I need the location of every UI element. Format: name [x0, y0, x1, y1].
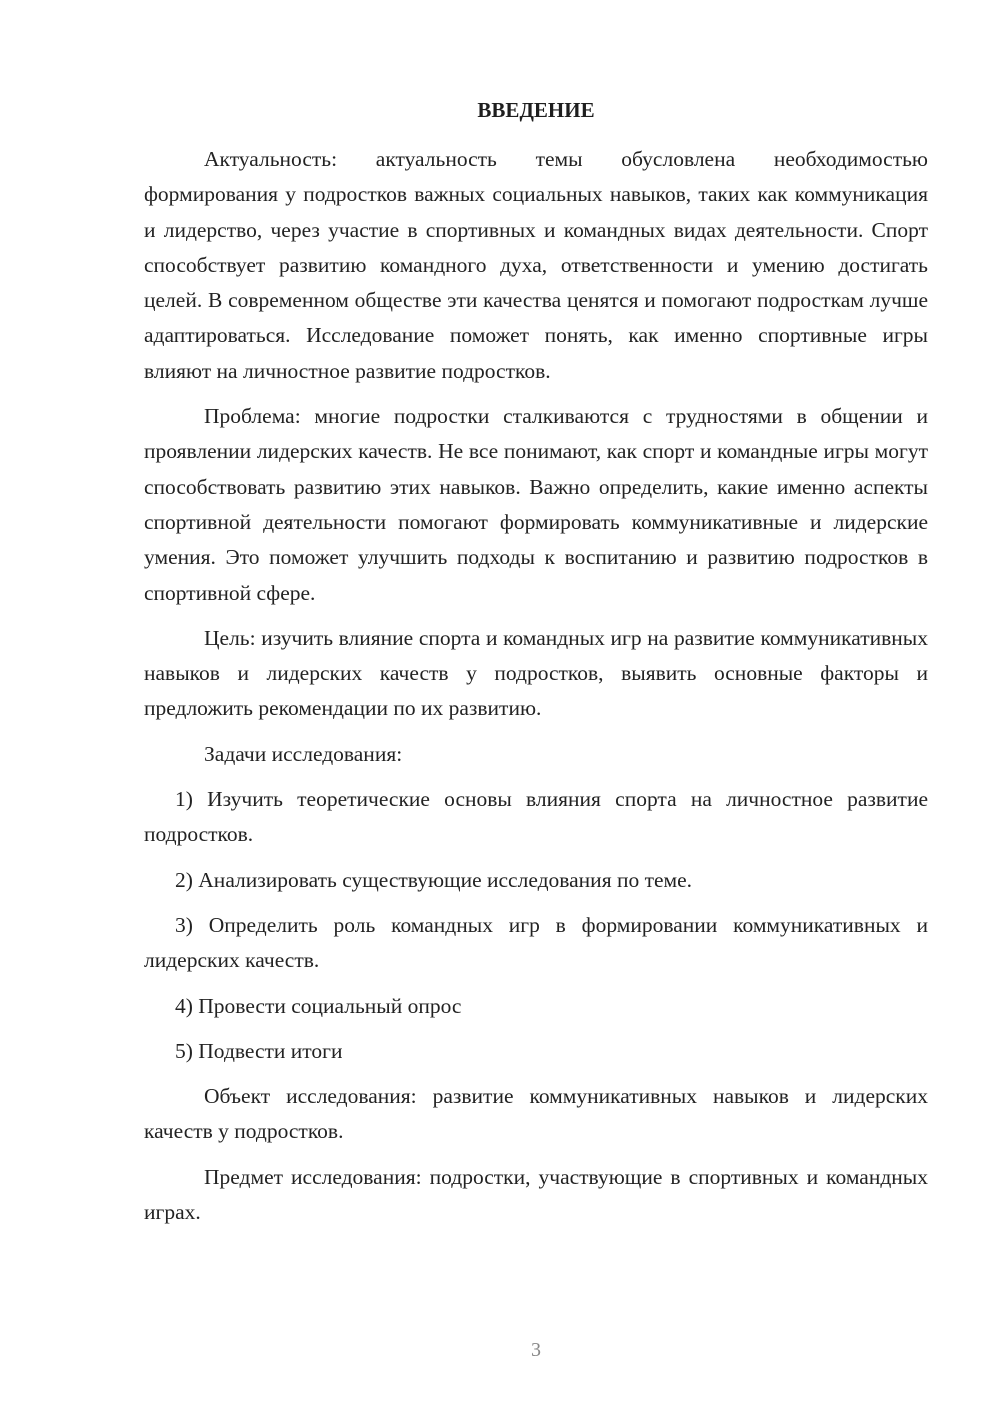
- paragraph-subject: Предмет исследования: подростки, участвующие в спортивных и командных играх.: [144, 1164, 928, 1225]
- document-body: [144, 142, 928, 1230]
- paragraph-goal: Цель: изучить влияние спорта и командных игр на развитие коммуникативных навыков и лидерских качеств у подростков, выявить основные факторы и предложить рекомендации по их развитию.: [144, 625, 928, 721]
- paragraph-object: Объект исследования: развитие коммуникативных навыков и лидерских качеств у подростков.: [144, 1084, 928, 1144]
- task-item-3: 3) Определить роль командных игр в формировании коммуникативных и лидерских качеств.: [144, 912, 928, 973]
- paragraph-relevance: Актуальность: актуальность темы обусловлена необходимостью формирования у подростков важных социальных навыков, таких как коммуникация и лидерство, через участие в спортивных и командных видах деятельности. Спорт способствует развитию командного духа, ответственности и умению достигать целей. В современном обществе эти качества ценятся и помогают подросткам лучше адаптироваться. Исследование поможет понять, как именно спортивные игры влияют на личностное развитие подростков.: [144, 147, 928, 383]
- task-item-4: 4) Провести социальный опрос: [175, 993, 462, 1018]
- task-item-5: 5) Подвести итоги: [175, 1038, 343, 1063]
- task-item-1: 1) Изучить теоретические основы влияния спорта на личностное развитие подростков.: [144, 787, 928, 847]
- tasks-heading: Задачи исследования:: [204, 741, 403, 766]
- paragraph-problem: Проблема: многие подростки сталкиваются с трудностями в общении и проявлении лидерских качеств. Не все понимают, как спорт и командные игры могут способствовать развитию этих навыков. Важно определить, какие именно аспекты спортивной деятельности помогают формировать коммуникативные и лидерские умения. Это поможет улучшить подходы к воспитанию и развитию подростков в спортивной сфере.: [144, 404, 928, 605]
- task-item-2: 2) Анализировать существующие исследования по теме.: [175, 867, 693, 892]
- page-title: ВВЕДЕНИЕ: [477, 98, 595, 122]
- page-number: 3: [531, 1339, 541, 1361]
